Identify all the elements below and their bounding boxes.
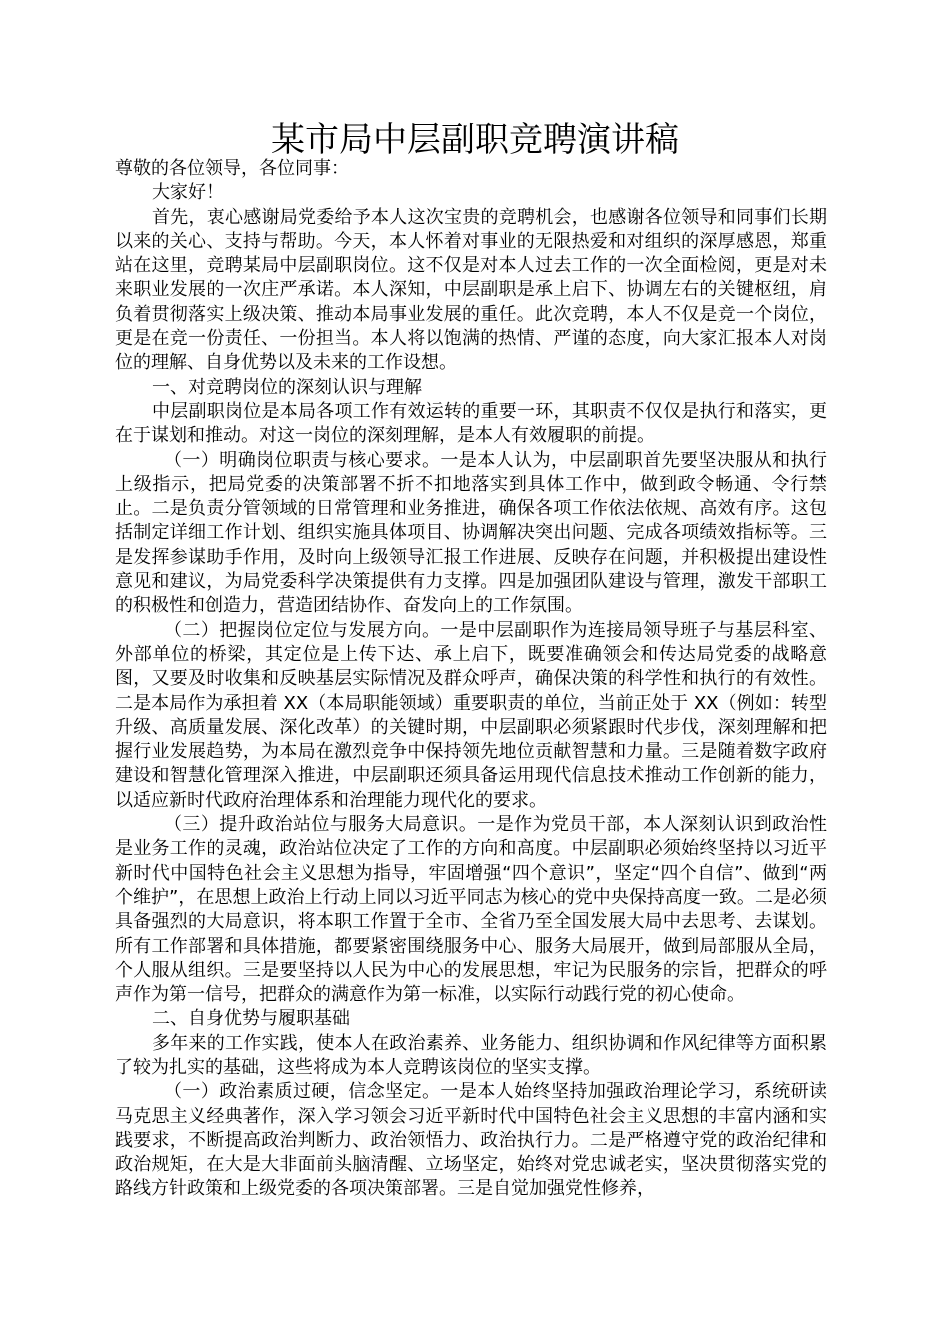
greeting: 大家好！	[152, 182, 224, 204]
paragraph-2-1: （一）政治素质过硬，信念坚定。一是本人始终坚持加强政治理论学习，系统研读马克思主义经典著作，深入学习领会习近平新时代中国特色社会主义思想的丰富内涵和实践要求，不断提高政治判断力、政治领悟力、政治执行力。二是严格遵守党的政治纪律和政治规矩，在大是大非面前头脑清醒、立场坚定，始终对党忠诚老实，坚决贯彻落实党的路线方针政策和上级党委的各项决策部署。三是自觉加强党性修养，	[115, 1081, 827, 1200]
document-title: 某市局中层副职竞聘演讲稿	[271, 120, 679, 160]
salutation: 尊敬的各位领导，各位同事：	[115, 158, 349, 179]
paragraph-1-1: （一）明确岗位职责与核心要求。一是本人认为，中层副职首先要坚决服从和执行上级指示，把局党委的决策部署不折不扣地落实到具体工作中，做到政令畅通、令行禁止。二是负责分管领域的日常管理和业务推进，确保各项工作依法依规、高效有序。这包括制定详细工作计划、组织实施具体项目、协调解决突出问题、完成各项绩效指标等。三是发挥参谋助手作用，及时向上级领导汇报工作进展、反映存在问题，并积极提出建设性意见和建议，为局党委科学决策提供有力支撑。四是加强团队建设与管理，激发干部职工的积极性和创造力，营造团结协作、奋发向上的工作氛围。	[115, 449, 827, 617]
document-body	[115, 157, 827, 1202]
paragraph-1-3: （三）提升政治站位与服务大局意识。一是作为党员干部，本人深刻认识到政治性是业务工作的灵魂，政治站位决定了工作的方向和高度。中层副职必须始终坚持以习近平新时代中国特色社会主义思想为指导，牢固增强“四个意识”，坚定“四个自信”、做到“两个维护”，在思想上政治上行动上同以习近平同志为核心的党中央保持高度一致。二是必须具备强烈的大局意识，将本职工作置于全市、全省乃至全国发展大局中去思考、去谋划。所有工作部署和具体措施，都要紧密围绕服务中心、服务大局展开，做到局部服从全局，个人服从组织。三是要坚持以人民为中心的发展思想，牢记为民服务的宗旨，把群众的呼声作为第一信号，把群众的满意作为第一标准，以实际行动践行党的初心使命。	[115, 814, 827, 1006]
paragraph-1-2: （二）把握岗位定位与发展方向。一是中层副职作为连接局领导班子与基层科室、外部单位的桥梁，其定位是上传下达、承上启下，既要准确领会和传达局党委的战略意图，又要及时收集和反映基层实际情况及群众呼声，确保决策的科学性和执行的有效性。二是本局作为承担着 XX（本局职能领域）重要职责的单位，当前正处于 XX（例如：转型升级、高质量发展、深化改革）的关键时期，中层副职必须紧跟时代步伐，深刻理解和把握行业发展趋势，为本局在激烈竞争中保持领先地位贡献智慧和力量。三是随着数字政府建设和智慧化管理深入推进，中层副职还须具备运用现代信息技术推动工作创新的能力，以适应新时代政府治理体系和治理能力现代化的要求。	[115, 619, 827, 811]
section-heading-1: 一、对竞聘岗位的深刻认识与理解	[152, 376, 422, 398]
paragraph-section-1: 中层副职岗位是本局各项工作有效运转的重要一环，其职责不仅仅是执行和落实，更在于谋划和推动。对这一岗位的深刻理解，是本人有效履职的前提。	[115, 400, 827, 447]
section-heading-2: 二、自身优势与履职基础	[152, 1008, 350, 1030]
paragraph-section-2: 多年来的工作实践，使本人在政治素养、业务能力、组织协调和作风纪律等方面积累了较为扎实的基础，这些将成为本人竞聘该岗位的坚实支撑。	[115, 1032, 827, 1078]
paragraph-intro: 首先，衷心感谢局党委给予本人这次宝贵的竞聘机会，也感谢各位领导和同事们长期以来的关心、支持与帮助。今天，本人怀着对事业的无限热爱和对组织的深厚感恩，郑重站在这里，竞聘某局中层副职岗位。这不仅是对本人过去工作的一次全面检阅，更是对未来职业发展的一次庄严承诺。本人深知，中层副职是承上启下、协调左右的关键枢纽，肩负着贯彻落实上级决策、推动本局事业发展的重任。此次竞聘，本人不仅是竞一个岗位，更是在竞一份责任、一份担当。本人将以饱满的热情、严谨的态度，向大家汇报本人对岗位的理解、自身优势以及未来的工作设想。	[115, 206, 827, 374]
